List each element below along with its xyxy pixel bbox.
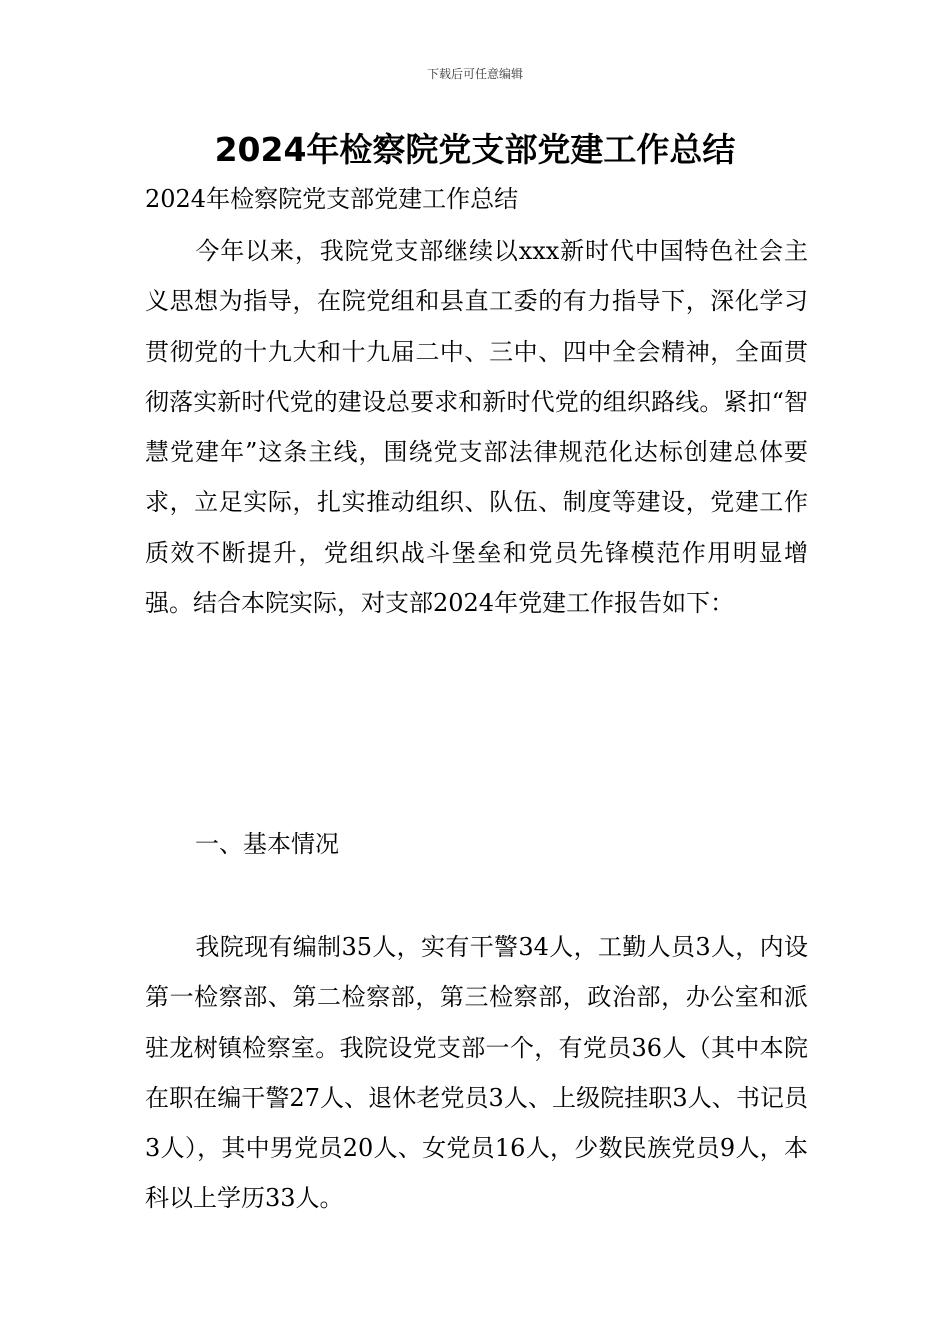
basic-situation-paragraph: 我院现有编制35人，实有干警34人，工勤人员3人，内设第一检察部、第二检察部，第三检察部，政治部，办公室和派驻龙树镇检察室。我院设党支部一个，有党员36人（其中本院在职在编干警27人、退休老党员3人、上级院挂职3人、书记员3人），其中男党员20人、女党员16人，少数民族党员9人，本科以上学历33人。 — [145, 933, 808, 1213]
header-note: 下载后可任意编辑 — [426, 67, 523, 81]
intro-paragraph: 今年以来，我院党支部继续以xxx新时代中国特色社会主义思想为指导，在院党组和县直工委的有力指导下，深化学习贯彻党的十九大和十九届二中、三中、四中全会精神，全面贯彻落实新时代党的建设总要求和新时代党的组织路线。紧扣“智慧党建年”这条主线，围绕党支部法律规范化达标创建总体要求，立足实际，扎实推动组织、队伍、制度等建设，党建工作质效不断提升，党组织战斗堡垒和党员先锋模范作用明显增强。结合本院实际，对支部2024年党建工作报告如下： — [145, 237, 808, 618]
document-subtitle: 2024年检察院党支部党建工作总结 — [145, 185, 519, 213]
section-heading-basic-situation: 一、基本情况 — [195, 830, 339, 858]
document-title: 2024年检察院党支部党建工作总结 — [214, 130, 736, 169]
